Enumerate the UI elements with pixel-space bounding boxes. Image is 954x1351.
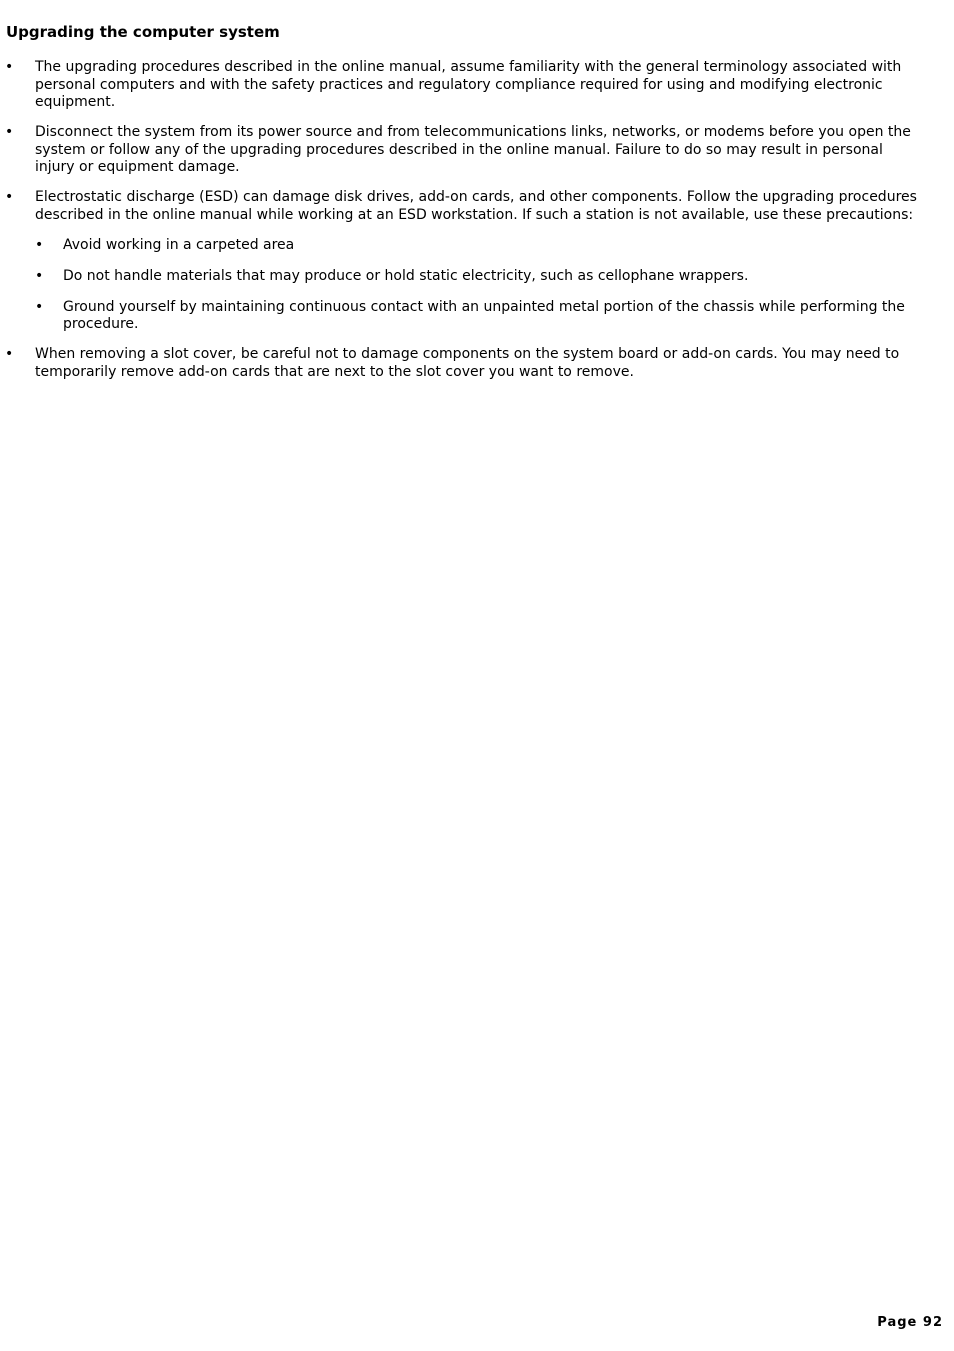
list-item [0,59,920,112]
bullet-icon: • [35,267,44,284]
bullet-icon: • [5,124,14,140]
list-item-text: Disconnect the system from its power source and from telecommunications links, networks, or modems before you open the system or follow any of the upgrading procedures described in the online manual. Failure to do so may result in personal injury or equipment damage. [35,124,911,175]
bullet-icon: • [5,346,14,362]
sub-list-item [35,268,920,286]
list-item-text: Electrostatic discharge (ESD) can damage disk drives, add-on cards, and other components. Follow the upgrading procedures described in the online manual while working at an ESD workstation. If such a station is not available, use these precautions: [35,189,917,223]
bullet-icon: • [5,189,14,205]
bullet-icon: • [5,59,14,75]
list-item [0,189,920,334]
sub-list-item-text: Ground yourself by maintaining continuous contact with an unpainted metal portion of the chassis while performing the procedure. [63,298,905,332]
page-title: Upgrading the computer system [6,23,280,41]
bullet-icon: • [35,236,44,253]
sub-list-item [35,299,920,334]
esd-precautions-sublist [35,237,920,334]
sub-list-item-text: Avoid working in a carpeted area [63,236,295,253]
document-body [0,59,920,394]
list-item [0,346,920,381]
sub-list-item-text: Do not handle materials that may produce or hold static electricity, such as cellophane wrappers. [63,267,749,284]
list-item [0,124,920,177]
list-item-text: When removing a slot cover, be careful not to damage components on the system board or add-on cards. You may need to temporarily remove add-on cards that are next to the slot cover you want to remove. [35,346,900,380]
sub-list-item [35,237,920,255]
bullet-icon: • [35,298,44,315]
list-item-text: The upgrading procedures described in the online manual, assume familiarity with the general terminology associated with personal computers and with the safety practices and regulatory compliance required for using and modifying electronic equipment. [35,59,902,110]
page-number: Page 92 [877,1315,943,1330]
precautions-list [0,59,920,381]
